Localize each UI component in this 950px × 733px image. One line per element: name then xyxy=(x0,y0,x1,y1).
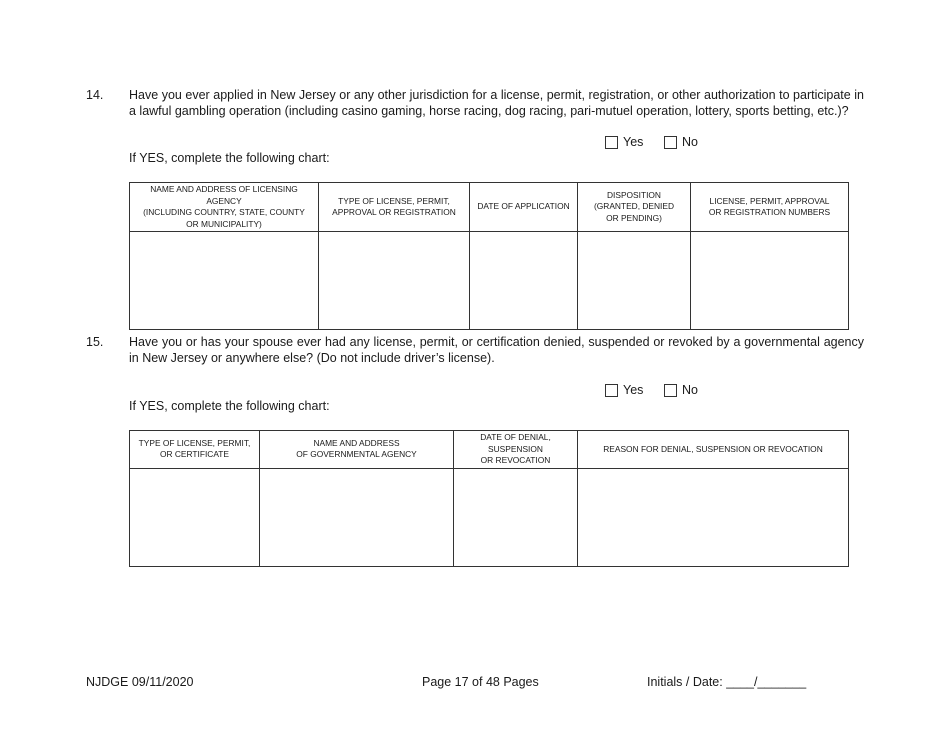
question-15-text: Have you or has your spouse ever had any license, permit, or certification denied, suspended or revoked by a governmental agency in New Jersey or anywhere else? (Do not include driver’s license). xyxy=(129,335,864,365)
entry-cell[interactable] xyxy=(260,468,454,566)
question-14-instruction: If YES, complete the following chart: xyxy=(129,151,330,165)
column-header-disposition: DISPOSITION (GRANTED, DENIED OR PENDING) xyxy=(578,183,691,232)
yes-checkbox[interactable] xyxy=(605,136,618,149)
form-id: NJDGE 09/11/2020 xyxy=(86,675,194,689)
entry-cell[interactable] xyxy=(470,232,578,330)
question-14-number: 14. xyxy=(86,88,104,102)
question-14-text: Have you ever applied in New Jersey or any other jurisdiction for a license, permit, registration, or other authorization to participate in a lawful gambling operation (including casino gaming, horse racing, dog racing, pari-mutuel operation, lottery, sports betting, etc.)? xyxy=(129,88,864,118)
initials-date-field[interactable]: Initials / Date: ____/_______ xyxy=(647,675,807,689)
no-checkbox[interactable] xyxy=(664,136,677,149)
column-header-agency: NAME AND ADDRESS OF LICENSING AGENCY (INCLUDING COUNTRY, STATE, COUNTY OR MUNICIPALITY) xyxy=(130,183,319,232)
no-label: No xyxy=(682,135,698,149)
column-header-denial-date: DATE OF DENIAL, SUSPENSION OR REVOCATION xyxy=(454,431,578,469)
entry-cell[interactable] xyxy=(319,232,470,330)
no-checkbox[interactable] xyxy=(664,384,677,397)
table-row xyxy=(130,232,849,330)
yes-label: Yes xyxy=(623,383,644,397)
entry-cell[interactable] xyxy=(130,232,319,330)
entry-cell[interactable] xyxy=(454,468,578,566)
entry-cell[interactable] xyxy=(578,468,849,566)
question-15-no-option[interactable] xyxy=(664,383,698,397)
yes-checkbox[interactable] xyxy=(605,384,618,397)
column-header-agency: NAME AND ADDRESS OF GOVERNMENTAL AGENCY xyxy=(260,431,454,469)
entry-cell[interactable] xyxy=(691,232,849,330)
question-14-chart xyxy=(129,182,849,330)
question-15-chart xyxy=(129,430,849,567)
column-header-license-type: TYPE OF LICENSE, PERMIT, OR CERTIFICATE xyxy=(130,431,260,469)
entry-cell[interactable] xyxy=(130,468,260,566)
table-row xyxy=(130,468,849,566)
question-15-yes-option[interactable] xyxy=(605,383,643,397)
question-14-yes-option[interactable] xyxy=(605,135,643,149)
question-15-instruction: If YES, complete the following chart: xyxy=(129,399,330,413)
question-15-number: 15. xyxy=(86,335,104,349)
column-header-license-type: TYPE OF LICENSE, PERMIT, APPROVAL OR REGISTRATION xyxy=(319,183,470,232)
page-number: Page 17 of 48 Pages xyxy=(422,675,539,689)
yes-label: Yes xyxy=(623,135,644,149)
column-header-license-numbers: LICENSE, PERMIT, APPROVAL OR REGISTRATION NUMBERS xyxy=(691,183,849,232)
question-14-no-option[interactable] xyxy=(664,135,698,149)
column-header-application-date: DATE OF APPLICATION xyxy=(470,183,578,232)
no-label: No xyxy=(682,383,698,397)
entry-cell[interactable] xyxy=(578,232,691,330)
column-header-reason: REASON FOR DENIAL, SUSPENSION OR REVOCATION xyxy=(578,431,849,469)
